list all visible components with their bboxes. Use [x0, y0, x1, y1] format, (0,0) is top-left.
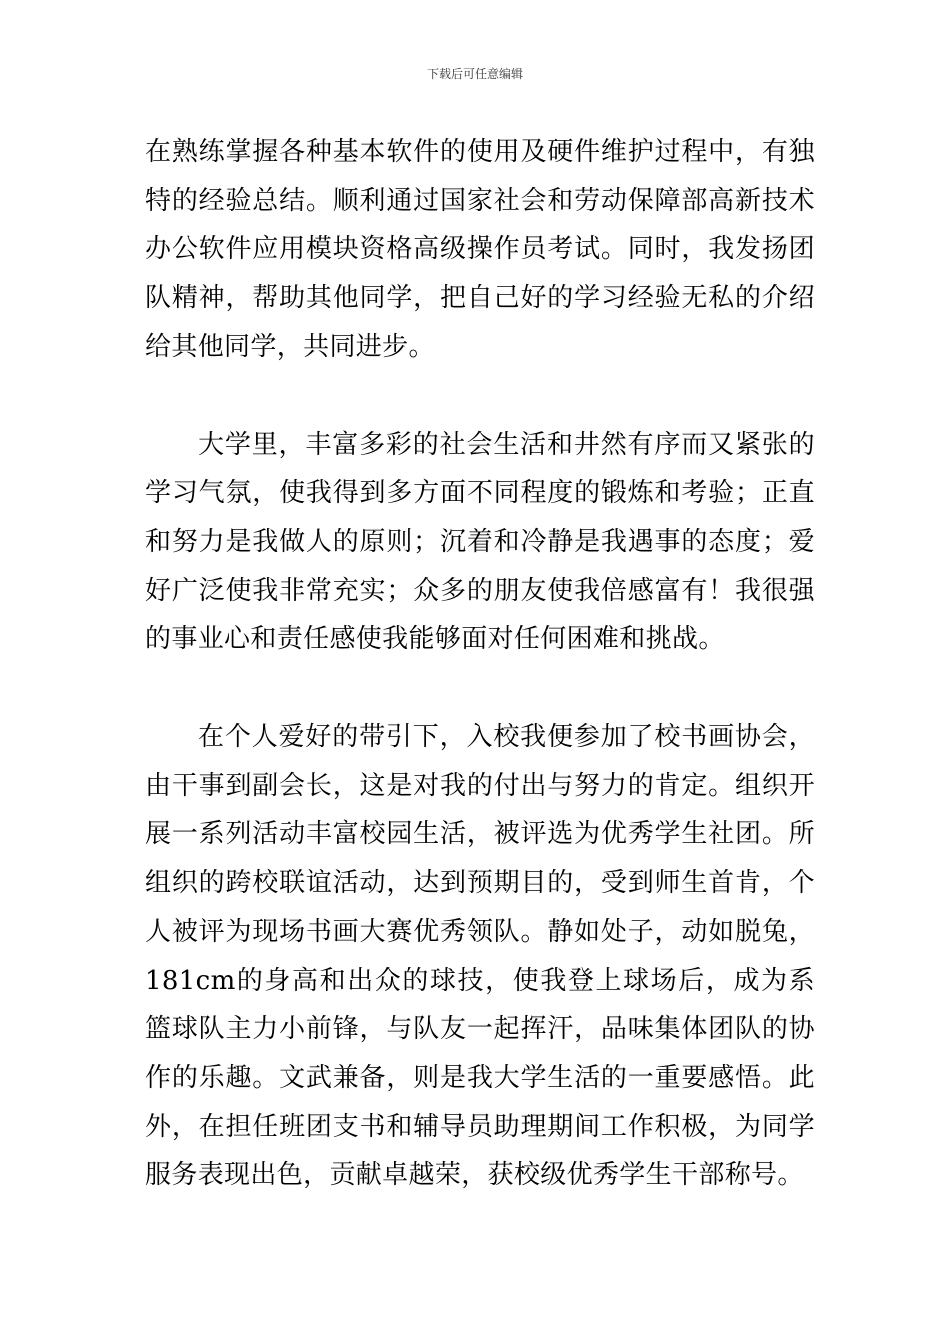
paragraph-gap — [145, 372, 815, 421]
header-note: 下载后可任意编辑 — [426, 67, 523, 81]
paragraph-hobbies-activities: 在个人爱好的带引下，入校我便参加了校书画协会，由干事到副会长，这是对我的付出与努力的肯定。组织开展一系列活动丰富校园生活，被评选为优秀学生社团。所组织的跨校联谊活动，达到预期目的，受到师生首肯，个人被评为现场书画大赛优秀领队。静如处子，动如脱兔，181cm的身高和出众的球技，使我登上球场后，成为系篮球队主力小前锋，与队友一起挥汗，品味集体团队的协作的乐趣。文武兼备，则是我大学生活的一重要感悟。此外，在担任班团支书和辅导员助理期间工作积极，为同学服务表现出色，贡献卓越荣，获校级优秀学生干部称号。 — [145, 722, 815, 1191]
paragraph-skills: 在熟练掌握各种基本软件的使用及硬件维护过程中，有独特的经验总结。顺利通过国家社会和劳动保障部高新技术办公软件应用模块资格高级操作员考试。同时，我发扬团队精神，帮助其他同学，把自己好的学习经验无私的介绍给其他同学，共同进步。 — [145, 137, 815, 362]
paragraph-university-life: 大学里，丰富多彩的社会生活和井然有序而又紧张的学习气氛，使我得到多方面不同程度的锻炼和考验；正直和努力是我做人的原则；沉着和冷静是我遇事的态度；爱好广泛使我非常充实；众多的朋友使我倍感富有！我很强的事业心和责任感使我能够面对任何困难和挑战。 — [145, 429, 815, 655]
document-body — [145, 128, 815, 1200]
paragraph-gap — [145, 664, 815, 713]
